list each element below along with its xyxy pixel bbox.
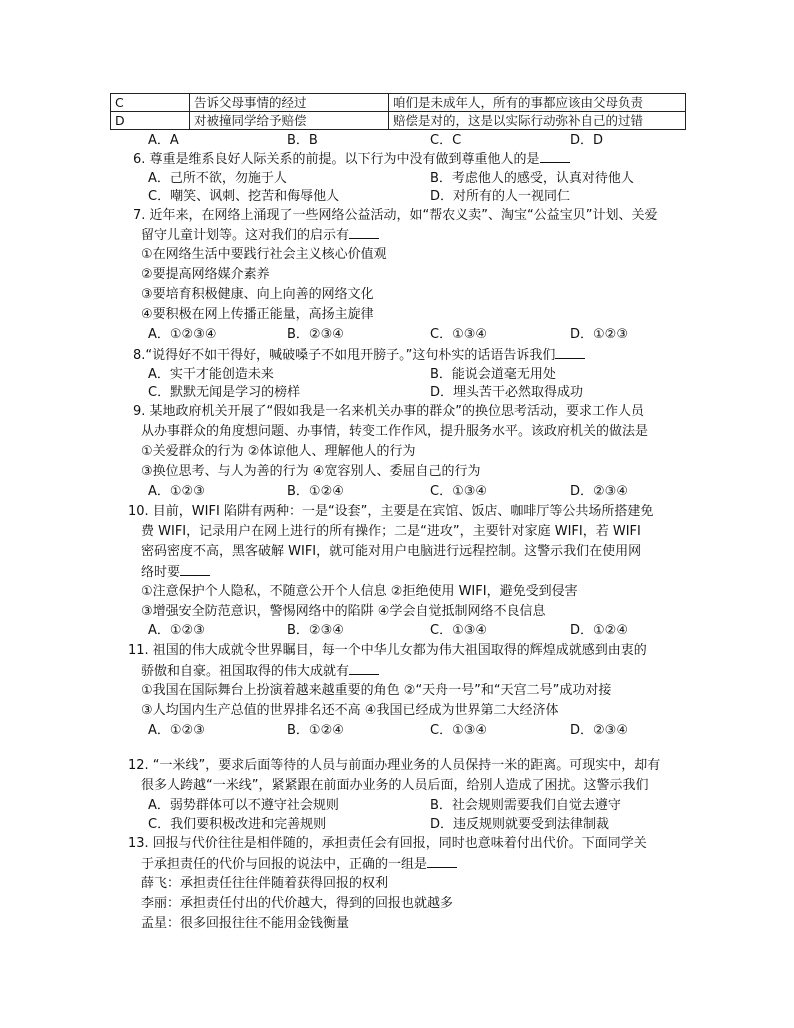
q9-option-a: A．①②③ xyxy=(148,484,205,499)
q12-option-c: C．我们要积极改进和完善规则 xyxy=(148,817,327,832)
q10-stem-cont-1: 费 WIFI，记录用户在网上进行的所有操作；二是“进攻”，主要针对家庭 WIFI，若 WIFI xyxy=(141,524,641,539)
q12-option-a: A．弱势群体可以不遵守社会规则 xyxy=(148,798,339,813)
q10-option-b: B．②③④ xyxy=(287,623,344,638)
q11-items-1-2: ①我国在国际舞台上扮演着越来越重要的角色 ②“天舟一号”和“天宫二号”成功对接 xyxy=(141,683,612,698)
q6-stem-text: 6. 尊重是维系良好人际关系的前提。以下行为中没有做到尊重他人的是 xyxy=(133,152,540,167)
q5-option-d: D．D xyxy=(570,133,604,148)
q8-option-b: B．能说会道毫无用处 xyxy=(430,367,556,382)
q10-option-c: C．①③④ xyxy=(430,623,488,638)
q7-option-c: C．①③④ xyxy=(430,327,488,342)
q9-items-3-4: ③换位思考、与人为善的行为 ④宽容别人、委屈自己的行为 xyxy=(141,464,481,479)
q9-items-1-2: ①关爱群众的行为 ②体谅他人、理解他人的行为 xyxy=(141,444,416,459)
q8-option-a: A．实干才能创造未来 xyxy=(148,367,274,382)
q11-items-3-4: ③人均国内生产总值的世界排名还不高 ④我国已经成为世界第二大经济体 xyxy=(141,703,559,718)
q7-option-a: A．①②③④ xyxy=(148,327,217,342)
table-row xyxy=(111,112,686,130)
q7-option-d: D．①②③ xyxy=(570,327,628,342)
answer-blank xyxy=(349,662,379,675)
q7-item-2: ②要提高网络媒介素养 xyxy=(141,267,270,282)
q13-statement-2: 李丽：承担责任付出的代价越大，得到的回报也就越多 xyxy=(141,896,454,911)
table-cell: 赔偿是对的，这是以实际行动弥补自己的过错 xyxy=(389,112,686,130)
q12-stem-cont: 很多人跨越“一米线”，紧紧跟在前面办业务的人员后面，给别人造成了困扰。这警示我们 xyxy=(141,778,649,793)
q8-option-d: D．埋头苦干必然取得成功 xyxy=(430,385,584,400)
q6-option-d: D．对所有的人一视同仁 xyxy=(430,189,571,204)
q6-option-c: C．嘲笑、讽刺、挖苦和侮辱他人 xyxy=(148,189,340,204)
q7-item-3: ③要培育积极健康、向上向善的网络文化 xyxy=(141,287,374,302)
q12-stem: 12. “一米线”，要求后面等待的人员与前面办理业务的人员保持一米的距离。可现实中，却有 xyxy=(128,758,661,773)
table-cell: C xyxy=(111,94,190,112)
q7-stem-text: 留守儿童计划等。这对我们的启示有 xyxy=(141,228,350,243)
q9-option-c: C．①③④ xyxy=(430,484,488,499)
q10-items-1-2: ①注意保护个人隐私，不随意公开个人信息 ②拒绝使用 WIFI，避免受到侵害 xyxy=(141,584,578,599)
q5-option-c: C．C xyxy=(430,133,462,148)
q9-option-d: D．②③④ xyxy=(570,484,628,499)
q12-option-b: B．社会规则需要我们自觉去遵守 xyxy=(430,798,621,813)
table-cell: 对被撞同学给予赔偿 xyxy=(190,112,389,130)
q7-option-b: B．②③④ xyxy=(287,327,344,342)
q8-stem-text: 8.“说得好不如干得好，喊破嗓子不如甩开膀子。”这句朴实的话语告诉我们 xyxy=(133,348,556,363)
q13-stem-text: 于承担责任的代价与回报的说法中，正确的一组是 xyxy=(141,857,428,872)
q7-stem-cont xyxy=(141,226,379,245)
q5-option-b: B．B xyxy=(287,133,318,148)
table-cell: D xyxy=(111,112,190,130)
q10-stem-text: 络时要 xyxy=(141,565,181,580)
q12-option-d: D．违反规则就要受到法律制裁 xyxy=(430,817,610,832)
q10-option-d: D．①②④ xyxy=(570,623,628,638)
q11-stem: 11. 祖国的伟大成就令世界瞩目，每一个中华儿女都为伟大祖国取得的辉煌成就感到由衷的 xyxy=(128,643,647,658)
q11-option-a: A．①②③ xyxy=(148,723,205,738)
q7-stem: 7. 近年来，在网络上涌现了一些网络公益活动，如“帮农义卖”、淘宝“公益宝贝”计划、关爱 xyxy=(133,208,658,223)
q13-stem: 13. 回报与代价往往是相伴随的，承担责任会有回报，同时也意味着付出代价。下面同学关 xyxy=(128,836,647,851)
q7-item-4: ④要积极在网上传播正能量，高扬主旋律 xyxy=(141,307,374,322)
q9-stem-cont: 从办事群众的角度想问题、办事情，转变工作作风，提升服务水平。该政府机关的做法是 xyxy=(141,424,649,439)
q10-stem-cont-2: 密码密度不高，黑客破解 WIFI，就可能对用户电脑进行远程控制。这警示我们在使用网 xyxy=(141,544,642,559)
answer-blank xyxy=(540,150,570,163)
table-row xyxy=(111,94,686,112)
q10-stem: 10. 目前，WIFI 陷阱有两种：一是“设套”，主要是在宾馆、饭店、咖啡厅等公共场所搭建免 xyxy=(128,504,654,519)
q9-stem: 9. 某地政府机关开展了“假如我是一名来机关办事的群众”的换位思考活动，要求工作人员 xyxy=(133,404,645,419)
q6-option-a: A．己所不欲，勿施于人 xyxy=(148,171,287,186)
q13-stem-cont xyxy=(141,855,457,874)
q6-stem xyxy=(133,150,570,169)
q13-statement-1: 薛飞：承担责任往往伴随着获得回报的权利 xyxy=(141,876,389,891)
table-cell: 咱们是未成年人，所有的事都应该由父母负责 xyxy=(389,94,686,112)
answer-table xyxy=(110,93,686,130)
q10-stem-cont-3 xyxy=(141,563,210,582)
q11-stem-cont xyxy=(141,662,379,681)
q10-items-3-4: ③增强安全防范意识，警惕网络中的陷阱 ④学会自觉抵制网络不良信息 xyxy=(141,604,546,619)
q11-option-c: C．①③④ xyxy=(430,723,488,738)
answer-blank xyxy=(555,346,585,359)
q11-option-d: D．②③④ xyxy=(570,723,628,738)
q13-statement-3: 孟星：很多回报往往不能用金钱衡量 xyxy=(141,916,350,931)
table-cell: 告诉父母事情的经过 xyxy=(190,94,389,112)
q9-option-b: B．①②④ xyxy=(287,484,344,499)
q10-option-a: A．①②③ xyxy=(148,623,205,638)
q7-item-1: ①在网络生活中要践行社会主义核心价值观 xyxy=(141,247,387,262)
q8-stem xyxy=(133,346,585,365)
q6-option-b: B．考虑他人的感受，认真对待他人 xyxy=(430,171,634,186)
q5-option-a: A．A xyxy=(148,133,179,148)
answer-blank xyxy=(180,563,210,576)
q11-stem-text: 骄傲和自豪。祖国取得的伟大成就有 xyxy=(141,664,350,679)
q11-option-b: B．①②④ xyxy=(287,723,344,738)
q8-option-c: C．默默无闻是学习的榜样 xyxy=(148,385,301,400)
answer-blank xyxy=(349,226,379,239)
answer-blank xyxy=(427,855,457,868)
